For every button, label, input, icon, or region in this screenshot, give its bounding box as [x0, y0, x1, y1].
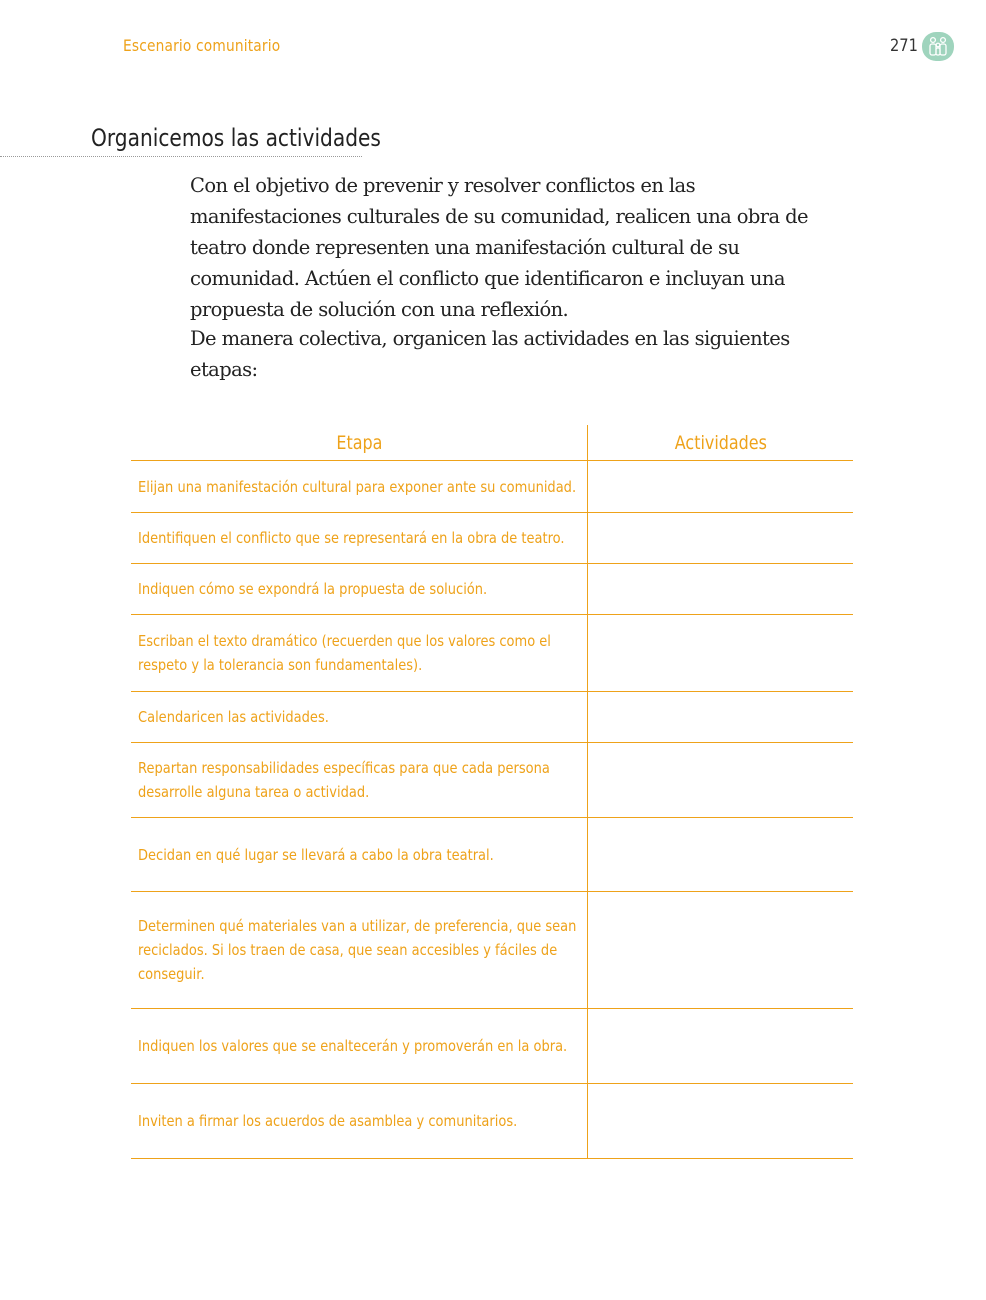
table-row — [131, 692, 853, 743]
table-row — [131, 892, 853, 1009]
etapa-cell: Decidan en qué lugar se llevará a cabo la obra teatral. — [138, 845, 494, 864]
etapa-cell: Escriban el texto dramático (recuerden que los valores como el respeto y la tolerancia son fundamentales). — [138, 632, 551, 674]
etapa-cell: Indiquen los valores que se enaltecerán y promoverán en la obra. — [138, 1037, 568, 1055]
intro-paragraph: Con el objetivo de prevenir y resolver conflictos en las manifestaciones culturales de su comunidad, realicen una obra de teatro donde representen una manifestación cultural de su comunidad. Actúen el conflicto que identificaron e incluyan una propuesta de solución con una reflexión. — [190, 174, 808, 321]
header-actividades: Actividades — [674, 432, 767, 454]
table-row — [131, 743, 853, 818]
table-row — [131, 461, 853, 513]
etapa-cell: Indiquen cómo se expondrá la propuesta de solución. — [138, 580, 488, 598]
title-underline — [0, 156, 362, 157]
table-row — [131, 564, 853, 615]
etapa-cell: Repartan responsabilidades específicas para que cada persona desarrolle alguna tarea o actividad. — [138, 759, 550, 801]
instruction-paragraph: De manera colectiva, organicen las actividades en las siguientes etapas: — [190, 327, 790, 381]
page-number: 271 — [890, 36, 918, 56]
table-row — [131, 615, 853, 692]
table-header — [131, 425, 853, 461]
table-row — [131, 1084, 853, 1159]
etapa-cell: Determinen qué materiales van a utilizar, de preferencia, que sean reciclados. Si los traen de casa, que sean accesibles y fáciles de conseguir. — [138, 917, 577, 983]
section-header: Escenario comunitario — [123, 36, 281, 55]
header-etapa: Etapa — [336, 432, 383, 454]
etapa-cell: Calendaricen las actividades. — [138, 708, 329, 726]
etapa-cell: Elijan una manifestación cultural para exponer ante su comunidad. — [138, 477, 577, 496]
stages-table — [131, 425, 853, 1159]
table-body — [131, 461, 853, 1159]
table-row — [131, 818, 853, 892]
etapa-cell: Identifiquen el conflicto que se representará en la obra de teatro. — [138, 529, 565, 547]
community-people-icon — [922, 32, 954, 61]
etapa-cell: Inviten a firmar los acuerdos de asamblea y comunitarios. — [138, 1112, 518, 1130]
section-title: Organicemos las actividades — [91, 124, 381, 152]
column-divider — [587, 425, 588, 1159]
table-row — [131, 513, 853, 564]
table-row — [131, 1009, 853, 1084]
